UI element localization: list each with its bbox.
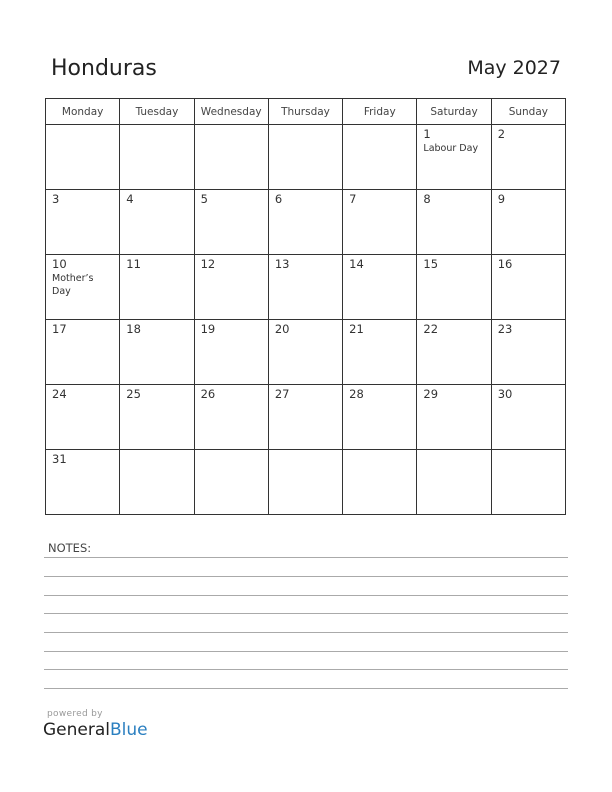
day-cell bbox=[120, 320, 194, 385]
day-cell bbox=[343, 450, 417, 515]
day-cell bbox=[491, 255, 565, 320]
day-number: 28 bbox=[349, 387, 364, 401]
day-cell bbox=[46, 190, 120, 255]
day-number: 12 bbox=[200, 257, 216, 271]
note-line bbox=[44, 688, 568, 689]
day-cell bbox=[268, 255, 342, 320]
notes-label: NOTES: bbox=[48, 541, 92, 555]
day-cell bbox=[120, 255, 194, 320]
day-cell bbox=[491, 320, 565, 385]
day-cell bbox=[194, 255, 268, 320]
weekday-header-row bbox=[46, 99, 566, 125]
weekday-header: Thursday bbox=[268, 99, 342, 125]
calendar-week-row bbox=[46, 255, 566, 320]
day-cell bbox=[343, 385, 417, 450]
day-cell bbox=[268, 385, 342, 450]
day-number: 4 bbox=[126, 192, 134, 206]
day-number: 29 bbox=[423, 387, 439, 401]
day-number: 8 bbox=[423, 192, 431, 206]
day-number: 22 bbox=[423, 322, 439, 336]
day-cell bbox=[268, 450, 342, 515]
day-cell bbox=[343, 125, 417, 190]
day-cell bbox=[417, 190, 491, 255]
day-cell bbox=[343, 255, 417, 320]
day-cell bbox=[491, 190, 565, 255]
calendar-month-year: May 2027 bbox=[467, 57, 561, 79]
calendar-grid bbox=[45, 98, 566, 515]
day-cell bbox=[491, 385, 565, 450]
day-number: 30 bbox=[497, 387, 513, 401]
day-cell bbox=[194, 320, 268, 385]
logo-general-text: General bbox=[43, 720, 110, 740]
weekday-header: Wednesday bbox=[194, 99, 268, 125]
note-line bbox=[44, 595, 568, 596]
day-number: 15 bbox=[423, 257, 439, 271]
day-cell bbox=[417, 385, 491, 450]
day-cell bbox=[120, 385, 194, 450]
day-cell bbox=[491, 125, 565, 190]
day-cell bbox=[46, 320, 120, 385]
day-number: 26 bbox=[200, 387, 216, 401]
day-cell bbox=[46, 450, 120, 515]
day-cell bbox=[417, 450, 491, 515]
day-number: 6 bbox=[274, 192, 283, 206]
calendar-country-title: Honduras bbox=[51, 56, 157, 81]
holiday-label: Labour Day bbox=[423, 143, 479, 154]
day-number: 7 bbox=[349, 192, 357, 206]
day-cell bbox=[194, 385, 268, 450]
day-cell bbox=[268, 125, 342, 190]
generalblue-logo[interactable] bbox=[43, 720, 148, 740]
day-cell bbox=[194, 125, 268, 190]
day-number: 23 bbox=[497, 322, 513, 336]
calendar-week-row bbox=[46, 385, 566, 450]
weekday-header: Sunday bbox=[491, 99, 565, 125]
calendar-week-row bbox=[46, 450, 566, 515]
day-cell bbox=[194, 450, 268, 515]
day-number: 3 bbox=[52, 192, 60, 206]
weekday-header: Monday bbox=[46, 99, 120, 125]
logo-blue-text: Blue bbox=[110, 720, 148, 740]
day-number: 24 bbox=[52, 387, 67, 401]
day-cell bbox=[120, 450, 194, 515]
calendar-week-row bbox=[46, 190, 566, 255]
day-number: 20 bbox=[274, 322, 290, 336]
note-line bbox=[44, 557, 568, 558]
day-number: 16 bbox=[497, 257, 513, 271]
day-number: 31 bbox=[52, 452, 67, 466]
note-line bbox=[44, 576, 568, 577]
day-number: 5 bbox=[200, 192, 208, 206]
note-line bbox=[44, 669, 568, 670]
day-cell bbox=[194, 190, 268, 255]
day-number: 2 bbox=[497, 127, 506, 141]
day-cell bbox=[46, 255, 120, 320]
day-cell bbox=[491, 450, 565, 515]
calendar-week-row bbox=[46, 125, 566, 190]
note-line bbox=[44, 651, 568, 652]
day-number: 1 bbox=[423, 127, 431, 141]
day-cell bbox=[417, 320, 491, 385]
day-cell bbox=[417, 125, 491, 190]
day-cell bbox=[46, 385, 120, 450]
note-line bbox=[44, 613, 568, 614]
day-number: 11 bbox=[126, 257, 141, 271]
holiday-label: Mother’s Day bbox=[52, 273, 94, 297]
day-number: 18 bbox=[126, 322, 141, 336]
day-cell bbox=[120, 190, 194, 255]
powered-by-text: powered by bbox=[47, 709, 103, 719]
day-cell bbox=[343, 190, 417, 255]
day-number: 14 bbox=[349, 257, 364, 271]
day-cell bbox=[343, 320, 417, 385]
weekday-header: Tuesday bbox=[120, 99, 194, 125]
day-number: 19 bbox=[200, 322, 216, 336]
day-cell bbox=[268, 320, 342, 385]
note-line bbox=[44, 632, 568, 633]
day-number: 21 bbox=[349, 322, 364, 336]
weekday-header: Saturday bbox=[417, 99, 491, 125]
day-number: 25 bbox=[126, 387, 141, 401]
day-number: 27 bbox=[274, 387, 290, 401]
day-number: 10 bbox=[52, 257, 67, 271]
day-cell bbox=[268, 190, 342, 255]
day-number: 17 bbox=[52, 322, 67, 336]
calendar-week-row bbox=[46, 320, 566, 385]
weekday-header: Friday bbox=[343, 99, 417, 125]
day-number: 13 bbox=[274, 257, 290, 271]
day-cell bbox=[417, 255, 491, 320]
day-cell bbox=[120, 125, 194, 190]
day-number: 9 bbox=[497, 192, 506, 206]
day-cell bbox=[46, 125, 120, 190]
